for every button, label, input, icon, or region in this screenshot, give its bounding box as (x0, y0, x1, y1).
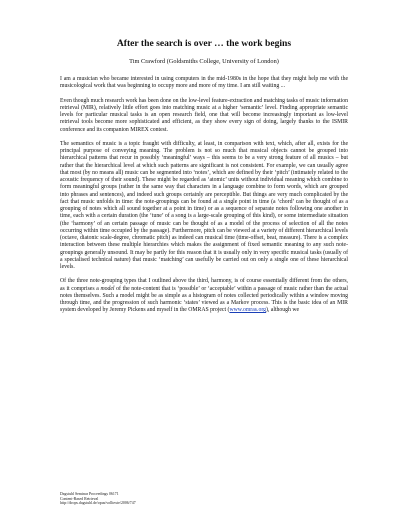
paragraph-harmony-text-3: ), although we (266, 307, 300, 314)
emphasis-model: model (100, 285, 115, 292)
footer-notes (60, 492, 136, 506)
paragraph-intro: I am a musician who became interested in using computers in the mid-1980s in the hope that they might help me with the musicological work that was beginning to occupy more and more of my time. I am still waiting ... (60, 76, 348, 90)
footer-topic: Content-Based Retrieval (60, 496, 99, 501)
footer-url: http://drops.dagstuhl.de/opus/volltexte/2006/747 (60, 501, 136, 506)
paragraph-semantic-level: Even though much research work has been done on the low-level feature-extraction and matching tasks of music information retrieval (MIR), relatively little effort goes into matching music at a higher ‘semantic’ level. Finding appropriate semantic levels for particular musical tasks is an open research field, one that will become increasingly important as low-level retrieval tools become more sophisticated and efficient, as they show every sign of doing, largely thanks to the ISMIR conference and its companion MIREX contest. (60, 97, 348, 133)
paragraph-harmony-text-2: of the note-content that is ‘possible’ or ‘acceptable’ within a passage of music rather than the actual notes themselves. Such a model might be as simple as a histogram of notes collected periodically within a window moving through time, and the progression of such harmonic ‘states’ viewed as a Markov process. This is the basic idea of an MIR system developed by Jeremy Pickens and myself in the OMRAS project ( (60, 285, 348, 314)
paper-page (60, 38, 348, 315)
paragraph-harmony-text-1: Of the three note-grouping types that I outlined above the third, harmony, is of course essentially different from the others, as it comprises a (60, 278, 348, 292)
paper-title: After the search is over … the work begins (116, 38, 292, 49)
paragraph-music-semantics: The semantics of music is a topic fraught with difficulty, at least, in comparison with text, which, after all, exists for the principal purpose of conveying meaning. The problem is not so much that musical objects cannot be grouped into hierarchical patterns that recur in possibly ‘meaningful’ ways – this seems to be a very strong feature of all musics – but rather that the hierarchical level at which such patterns are significant is not consistent. For example, we can usually agree that most (by no means all) music can be segmented into ‘notes’, which are defined by their ‘pitch’ (intimately related to the acoustic frequency of their sound). These might be regarded as ‘atomic’ units without individual meaning which combine to form meaningful groups (rather in the same way that characters in a language combine to form words, which are grouped into phrases and sentences), and indeed such groups certainly are perceptible. But things are very much complicated by the fact that music unfolds in time: the note-groupings can be found at a single point in time (a ‘chord’ can be thought of as a grouping of notes which all sound together at a point in time) or as a sequence of separate notes following one another in time, each with a certain duration (the ‘tune’ of a song is a large-scale grouping of this kind), or some intermediate situation (the ‘harmony’ of an certain passage of music can be thought of as a model of the process of selection of all the notes occurring within time occupied by the passage). Furthermore, pitch can be viewed at a variety of different hierarchical levels (octave, diatonic scale-degree, chromatic pitch) as indeed can musical time (time-offset, beat, measure). There is a complex interaction between these multiple hierarchies which makes the assignment of fixed semantic meaning to any such note-groupings generally unsound. It may be partly for this reason that it is usually only in very specific musical tasks (usually of a specialised technical nature) that music ‘matching’ can usefully be carried out on only a single one of these hierarchical levels. (60, 140, 348, 270)
omras-link[interactable]: www.omras.org (229, 307, 267, 314)
author-line: Tim Crawford (Goldsmiths College, University of London) (129, 58, 279, 65)
paragraph-harmony (60, 278, 348, 314)
footer-seminar: Dagstuhl Seminar Proceedings 06171 (60, 492, 119, 496)
